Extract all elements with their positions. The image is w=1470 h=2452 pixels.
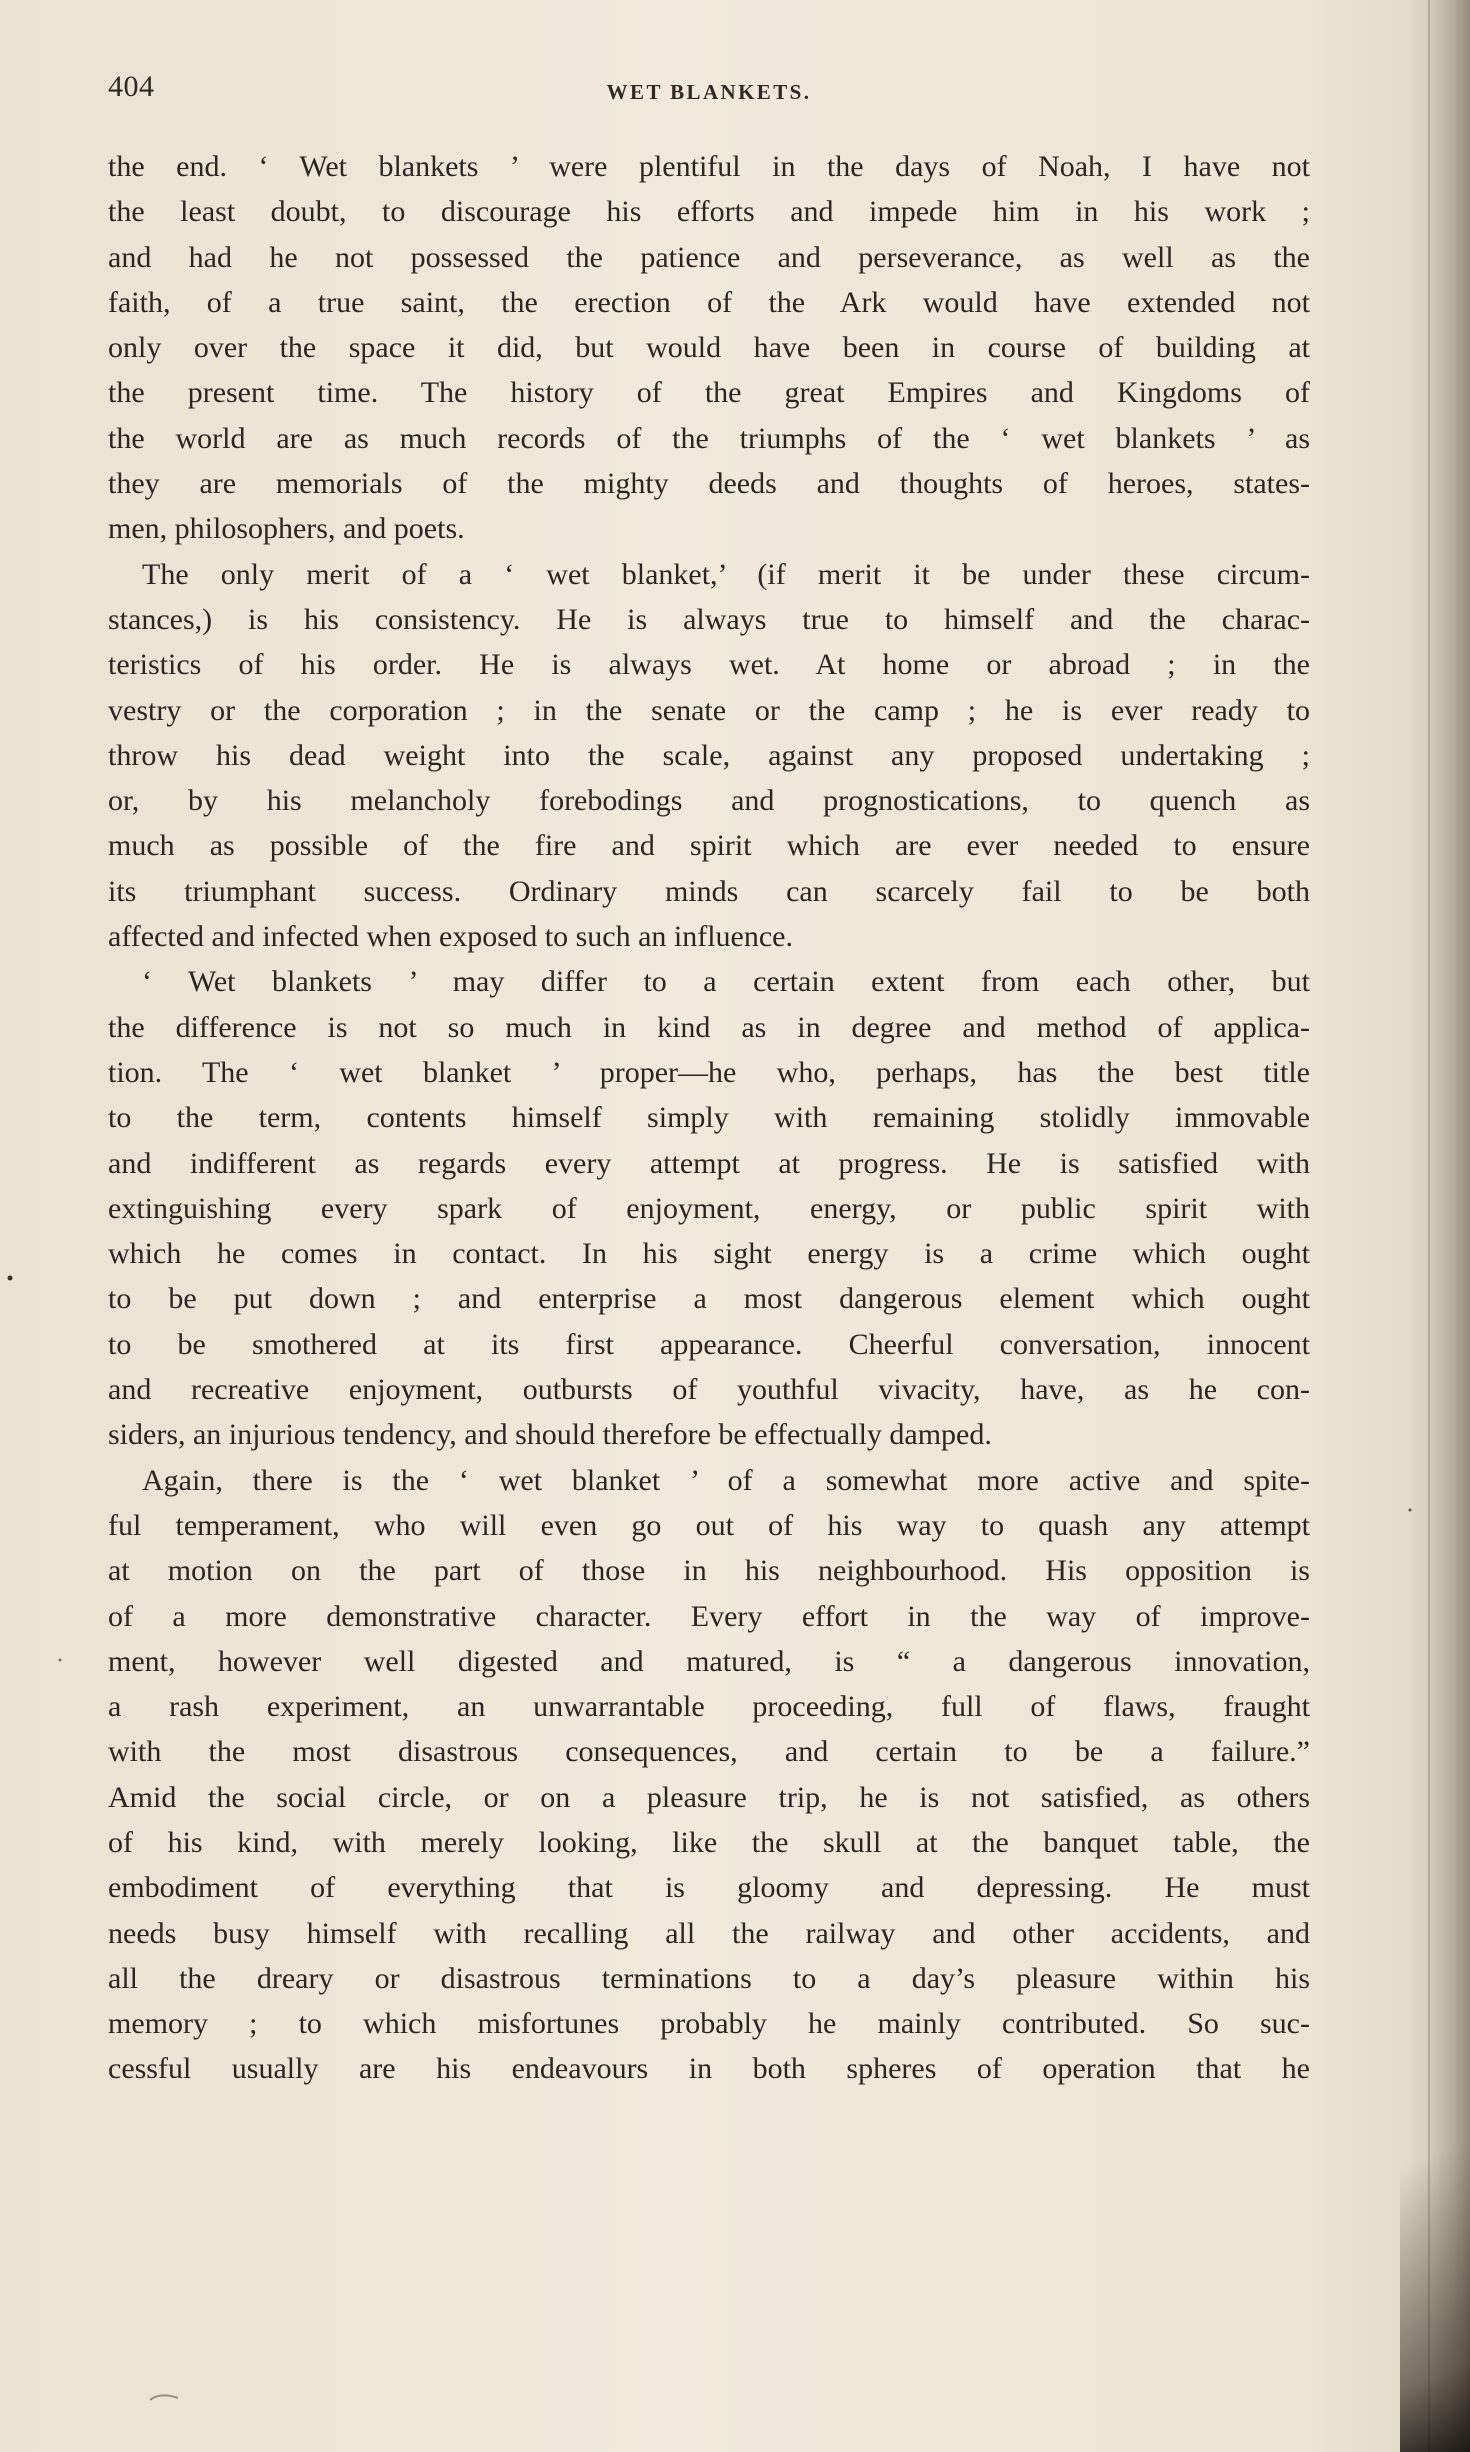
text-line: the difference is not so much in kind as in degree and method of applica-	[108, 1010, 1310, 1044]
paragraph-first-line: Again, there is the ‘ wet blanket ’ of a somewhat more active and spite-	[142, 1463, 1310, 1497]
text-line: stances,) is his consistency. He is always true to himself and the charac-	[108, 602, 1310, 636]
text-line: extinguishing every spark of enjoyment, energy, or public spirit with	[108, 1191, 1310, 1225]
text-line: of his kind, with merely looking, like the skull at the banquet table, the	[108, 1825, 1310, 1859]
paragraph-first-line: ‘ Wet blankets ’ may differ to a certain extent from each other, but	[142, 965, 1310, 999]
text-line: which he comes in contact. In his sight energy is a crime which ought	[108, 1237, 1310, 1271]
text-line: to be put down ; and enterprise a most dangerous element which ought	[108, 1282, 1310, 1316]
text-line: memory ; to which misfortunes probably he mainly contributed. So suc-	[108, 2007, 1310, 2041]
ink-speck	[59, 1659, 62, 1662]
text-line: to the term, contents himself simply with remaining stolidly immovable	[108, 1101, 1310, 1135]
text-line: vestry or the corporation ; in the senate or the camp ; he is ever ready to	[108, 693, 1310, 727]
text-line: to be smothered at its first appearance. Cheerful conversation, innocent	[108, 1327, 1310, 1361]
text-line: and had he not possessed the patience and perseverance, as well as the	[108, 240, 1310, 274]
text-line: with the most disastrous consequences, and certain to be a failure.”	[108, 1735, 1310, 1769]
page-header	[108, 70, 1310, 118]
paragraph-end-line: affected and infected when exposed to such an influence.	[108, 920, 793, 954]
text-line: all the dreary or disastrous terminations to a day’s pleasure within his	[108, 1961, 1310, 1995]
running-head: WET BLANKETS.	[606, 80, 812, 104]
text-line: of a more demonstrative character. Every effort in the way of improve-	[108, 1599, 1310, 1633]
text-line: or, by his melancholy forebodings and prognostications, to quench as	[108, 784, 1310, 818]
paragraph-end-line: siders, an injurious tendency, and should therefore be effectually damped.	[108, 1418, 992, 1452]
body-text	[108, 144, 1310, 2092]
paper-smudge	[150, 2395, 178, 2400]
text-line: ful temperament, who will even go out of his way to quash any attempt	[108, 1508, 1310, 1542]
text-line: embodiment of everything that is gloomy and depressing. He must	[108, 1871, 1310, 1905]
text-line: only over the space it did, but would have been in course of building at	[108, 331, 1310, 365]
text-line: faith, of a true saint, the erection of the Ark would have extended not	[108, 285, 1310, 319]
binding-corner-shadow	[1400, 2032, 1470, 2452]
page-number: 404	[108, 70, 155, 103]
paragraph-first-line: The only merit of a ‘ wet blanket,’ (if merit it be under these circum-	[142, 557, 1310, 591]
text-line: they are memorials of the mighty deeds and thoughts of heroes, states-	[108, 467, 1310, 501]
text-line: and indifferent as regards every attempt at progress. He is satisfied with	[108, 1146, 1310, 1180]
text-line: tion. The ‘ wet blanket ’ proper—he who, perhaps, has the best title	[108, 1055, 1310, 1089]
text-line: the world are as much records of the triumphs of the ‘ wet blankets ’ as	[108, 421, 1310, 455]
text-line: its triumphant success. Ordinary minds can scarcely fail to be both	[108, 874, 1310, 908]
text-line: cessful usually are his endeavours in both spheres of operation that he	[108, 2052, 1310, 2086]
text-line: ment, however well digested and matured, is “ a dangerous innovation,	[108, 1644, 1310, 1678]
text-line: and recreative enjoyment, outbursts of youthful vivacity, have, as he con-	[108, 1373, 1310, 1407]
text-line: much as possible of the fire and spirit which are ever needed to ensure	[108, 829, 1310, 863]
text-line: needs busy himself with recalling all the railway and other accidents, and	[108, 1916, 1310, 1950]
text-line: throw his dead weight into the scale, against any proposed undertaking ;	[108, 738, 1310, 772]
text-line: the present time. The history of the great Empires and Kingdoms of	[108, 376, 1310, 410]
paragraph-end-line: men, philosophers, and poets.	[108, 512, 465, 546]
ink-speck	[8, 1276, 13, 1281]
text-line: teristics of his order. He is always wet. At home or abroad ; in the	[108, 648, 1310, 682]
text-line: Amid the social circle, or on a pleasure trip, he is not satisfied, as others	[108, 1780, 1310, 1814]
text-line: a rash experiment, an unwarrantable proceeding, full of flaws, fraught	[108, 1690, 1310, 1724]
text-line: at motion on the part of those in his neighbourhood. His opposition is	[108, 1554, 1310, 1588]
text-line: the least doubt, to discourage his efforts and impede him in his work ;	[108, 195, 1310, 229]
text-line: the end. ‘ Wet blankets ’ were plentiful in the days of Noah, I have not	[108, 150, 1310, 183]
